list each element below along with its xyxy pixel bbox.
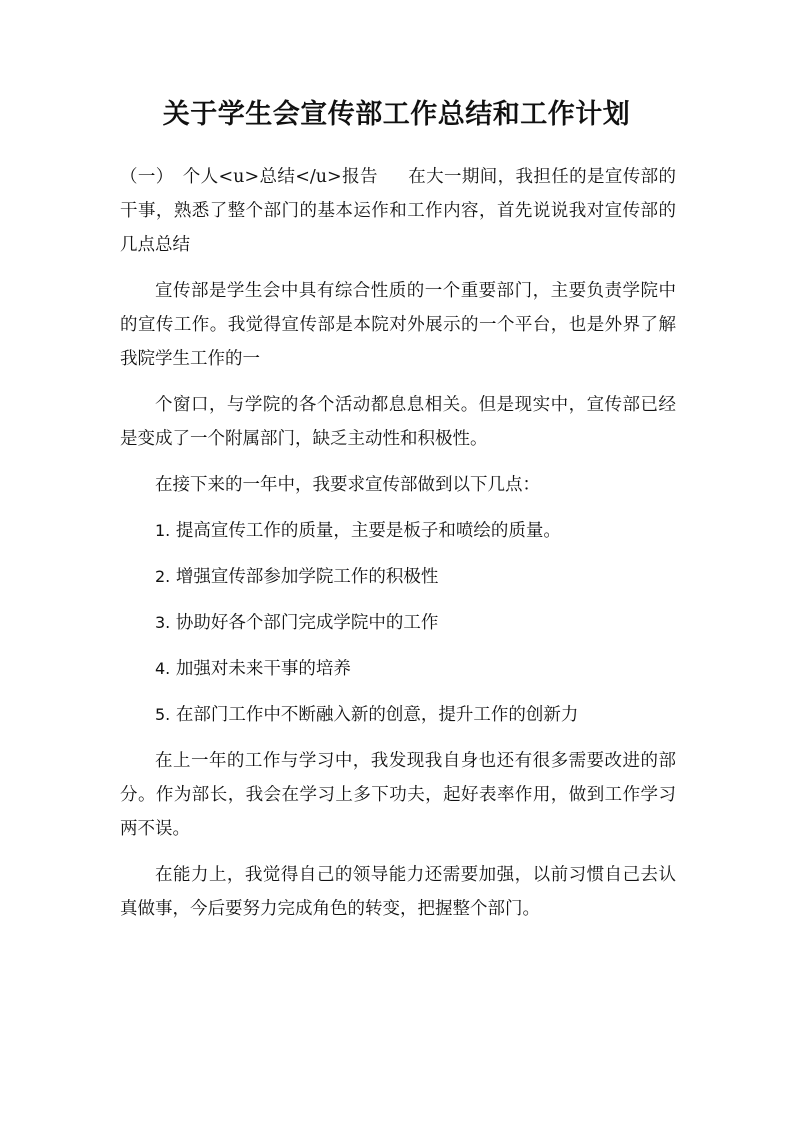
list-number: 1. xyxy=(155,521,171,540)
intro-paragraph xyxy=(120,160,676,262)
document-body xyxy=(120,160,676,938)
list-item xyxy=(120,514,676,548)
list-text: 协助好各个部门完成学院中的工作 xyxy=(175,613,439,633)
list-text: 在部门工作中不断融入新的创意，提升工作的创新力 xyxy=(175,705,579,725)
list-text: 加强对未来干事的培养 xyxy=(175,659,351,679)
list-text: 增强宣传部参加学院工作的积极性 xyxy=(175,567,439,587)
document-title: 关于学生会宣传部工作总结和工作计划 xyxy=(162,99,631,130)
paragraph: 个窗口，与学院的各个活动都息息相关。但是现实中，宣传部已经是变成了一个附属部门，缺乏主动性和积极性。 xyxy=(120,395,676,449)
list-number: 4. xyxy=(155,659,171,678)
list-number: 3. xyxy=(155,613,171,632)
list-item xyxy=(120,560,676,594)
list-text: 提高宣传工作的质量，主要是板子和喷绘的质量。 xyxy=(175,521,561,541)
list-item xyxy=(120,652,676,686)
list-item xyxy=(120,606,676,640)
list-number: 2. xyxy=(155,567,171,586)
intro-heading: （一） 个人<u>总结</u>报告 xyxy=(120,167,378,187)
list-number: 5. xyxy=(155,705,171,724)
paragraph: 在接下来的一年中，我要求宣传部做到以下几点： xyxy=(155,475,540,495)
paragraph: 宣传部是学生会中具有综合性质的一个重要部门，主要负责学院中的宣传工作。我觉得宣传部是本院对外展示的一个平台，也是外界了解我院学生工作的一 xyxy=(120,281,676,369)
closing-paragraph: 在上一年的工作与学习中，我发现我自身也还有很多需要改进的部分。作为部长，我会在学习上多下功夫，起好表率作用，做到工作学习两不误。 xyxy=(120,751,676,839)
intro-text: 在大一期间，我担任的是宣传部的干事，熟悉了整个部门的基本运作和工作内容，首先说说我对宣传部的几点总结 xyxy=(120,167,677,255)
list-item xyxy=(120,698,676,732)
closing-paragraph: 在能力上，我觉得自己的领导能力还需要加强，以前习惯自己去认真做事，今后要努力完成角色的转变，把握整个部门。 xyxy=(120,865,676,919)
